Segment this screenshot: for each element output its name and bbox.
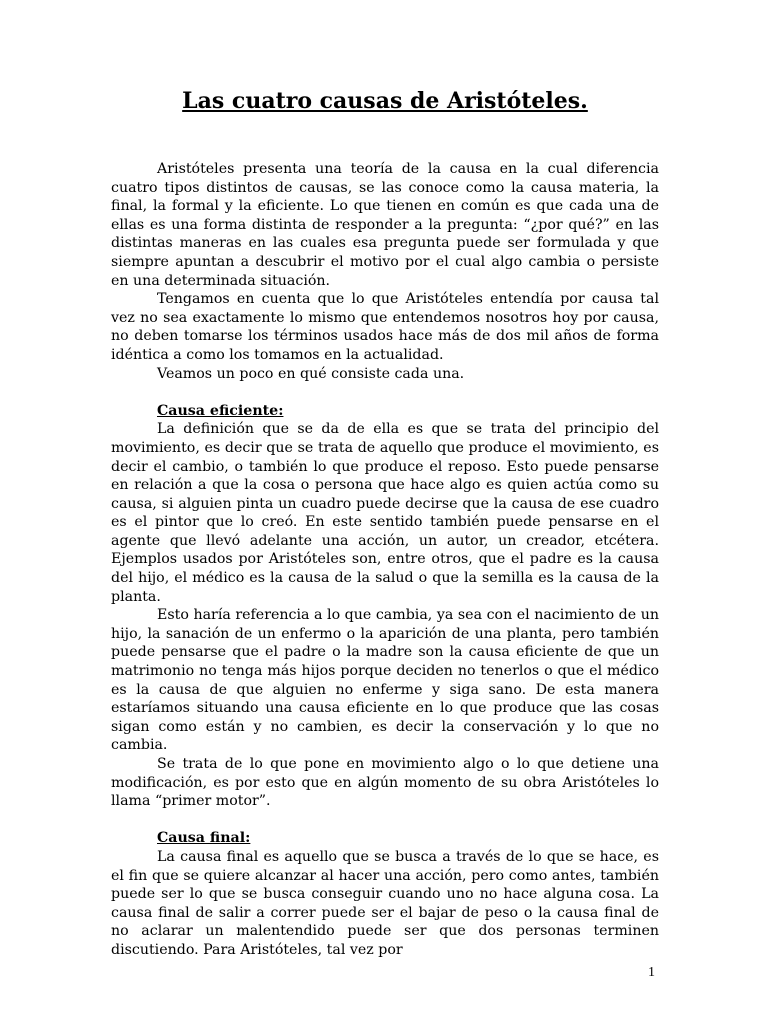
- document-body: [111, 86, 659, 960]
- section-heading-causa-eficiente: Causa eficiente:: [157, 402, 284, 419]
- paragraph: Veamos un poco en qué consiste cada una.: [157, 365, 465, 382]
- paragraph: La causa final es aquello que se busca a través de lo que se hace, es el fin que se quiere alcanzar al hacer una acción, pero como antes, también puede ser lo que se busca conseguir cuando uno no hace alguna cosa. La causa final de salir a correr puede ser el bajar de peso o la causa final de no aclarar un malentendido puede ser que dos personas terminen discutiendo. Para Aristóteles, tal vez por: [111, 848, 659, 958]
- document-title: Las cuatro causas de Aristóteles.: [182, 88, 588, 114]
- paragraph: Aristóteles presenta una teoría de la causa en la cual diferencia cuatro tipos distintos de causas, se las conoce como la causa materia, la final, la formal y la eficiente. Lo que tienen en común es que cada una de ellas es una forma distinta de responder a la pregunta: “¿por qué?” en las distintas maneras en las cuales esa pregunta puede ser formulada y que siempre apuntan a descubrir el motivo por el cual algo cambia o persiste en una determinada situación.: [111, 161, 659, 289]
- paragraph: La definición que se da de ella es que se trata del principio del movimiento, es decir que se trata de aquello que produce el movimiento, es decir el cambio, o también lo que produce el reposo. Esto puede pensarse en relación a que la cosa o persona que hace algo es quien actúa como su causa, si alguien pinta un cuadro puede decirse que la causa de ese cuadro es el pintor que lo creó. En este sentido también puede pensarse en el agente que llevó adelante una acción, un autor, un creador, etcétera. Ejemplos usados por Aristóteles son, entre otros, que el padre es la causa del hijo, el médico es la causa de la salud o que la semilla es la causa de la planta.: [111, 421, 659, 605]
- paragraph: Tengamos en cuenta que lo que Aristóteles entendía por causa tal vez no sea exactamente lo mismo que entendemos nosotros hoy por causa, no deben tomarse los términos usados hace más de dos mil años de forma idéntica a como los tomamos en la actualidad.: [111, 291, 659, 363]
- paragraph: Se trata de lo que pone en movimiento algo o lo que detiene una modificación, es por esto que en algún momento de su obra Aristóteles lo llama “primer motor”.: [111, 756, 659, 810]
- section-heading-causa-final: Causa final:: [157, 830, 251, 847]
- page-number: 1: [648, 965, 655, 980]
- paragraph: Esto haría referencia a lo que cambia, ya sea con el nacimiento de un hijo, la sanación de un enfermo o la aparición de una planta, pero también puede pensarse que el padre o la madre son la causa eficiente de que un matrimonio no tenga más hijos porque deciden no tenerlos o que el médico es la causa de que alguien no enferme y siga sano. De esta manera estaríamos situando una causa eficiente en lo que produce que las cosas sigan como están y no cambien, es decir la conservación y lo que no cambia.: [111, 607, 659, 754]
